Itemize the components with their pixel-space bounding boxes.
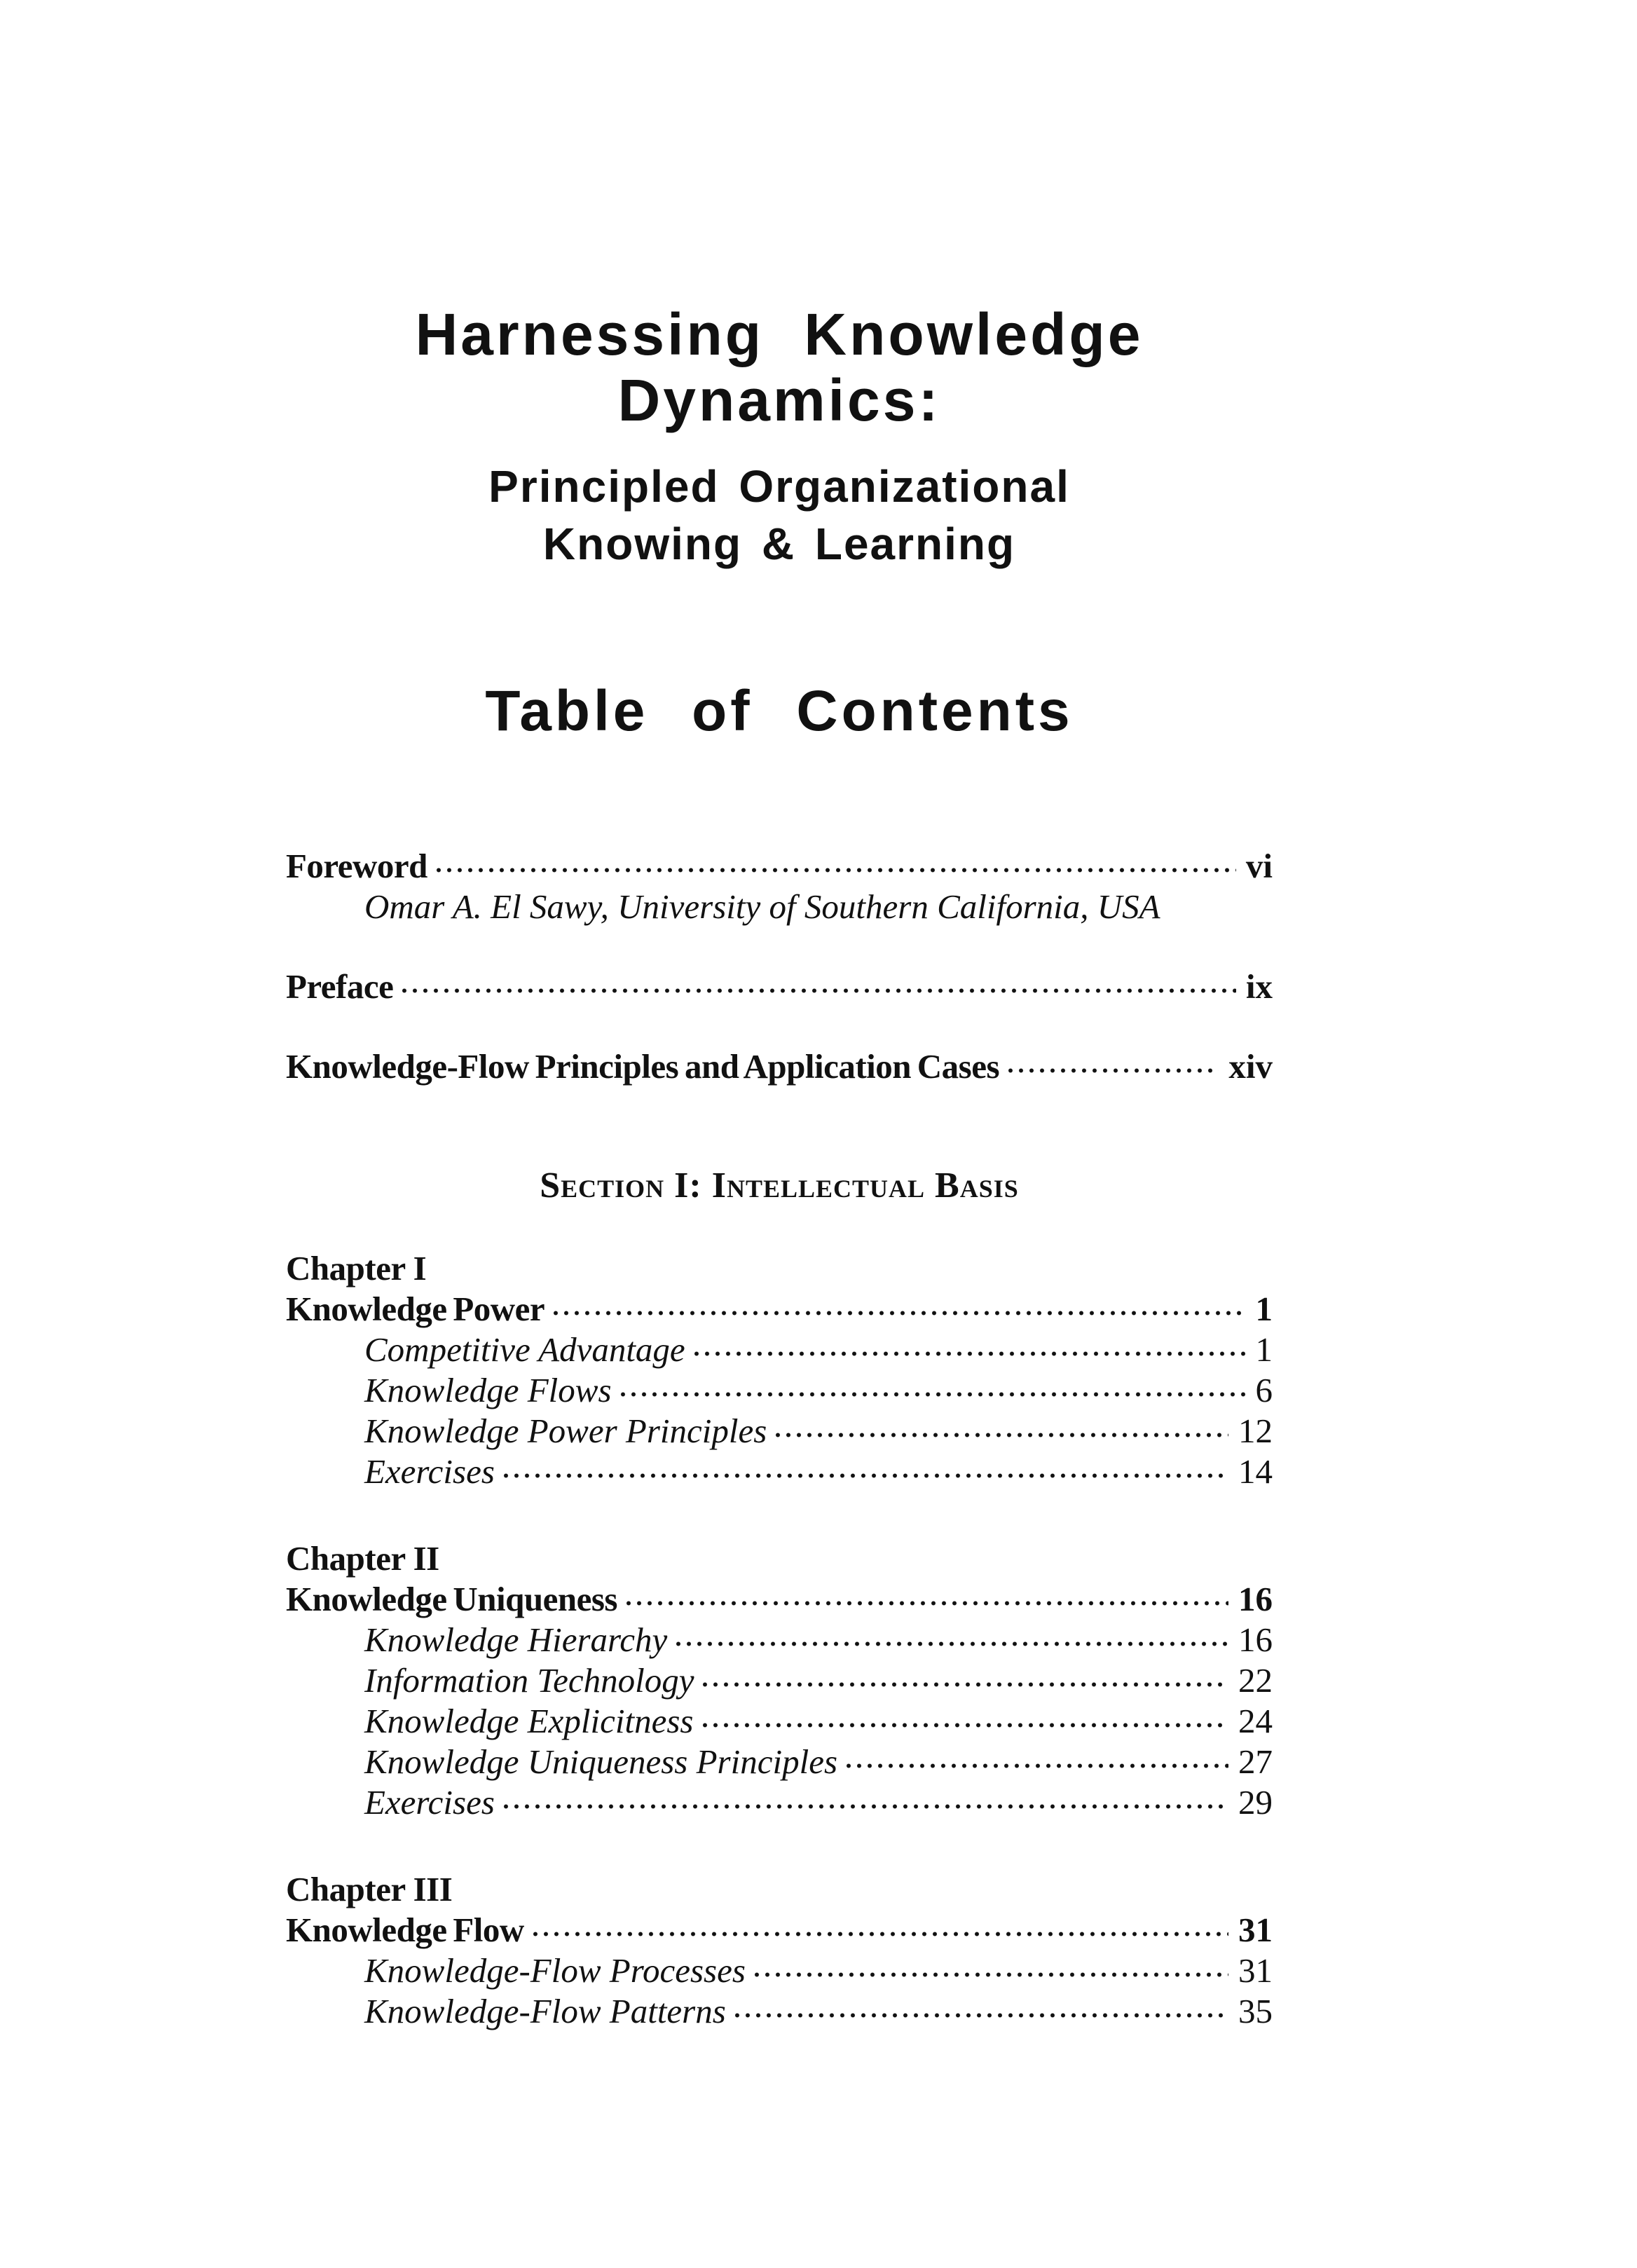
chapter-title-row-3 — [286, 1910, 1273, 1951]
chapter-2-subentry-1-page-number: 22 — [1238, 1660, 1273, 1700]
chapter-list — [286, 1248, 1273, 2032]
toc-heading: Table of Contents — [485, 678, 1074, 743]
chapter-block-3 — [286, 1869, 1273, 2032]
chapter-2-subentry-1-label: Information Technology — [364, 1660, 694, 1700]
chapter-2-subentry-2 — [286, 1701, 1273, 1742]
dot-leader — [436, 867, 1236, 873]
toc-body — [286, 846, 1273, 2032]
chapter-2-subentry-0 — [286, 1620, 1273, 1660]
front-matter-row-1-page-number: ix — [1245, 966, 1273, 1006]
front-matter-row-1-label: Preface — [286, 966, 394, 1006]
chapter-3-subentry-0-page-number: 31 — [1238, 1951, 1273, 1990]
chapter-2-subentry-4 — [286, 1782, 1273, 1823]
chapter-3-subentry-0-label: Knowledge-Flow Processes — [364, 1951, 746, 1990]
chapter-1-subentry-0-label: Competitive Advantage — [364, 1330, 685, 1369]
dot-leader — [694, 1351, 1246, 1357]
dot-leader — [626, 1600, 1228, 1606]
chapter-1-subentry-1-label: Knowledge Flows — [364, 1370, 612, 1409]
chapter-1-subentry-3-page-number: 14 — [1238, 1451, 1273, 1491]
chapter-1-subentry-2-label: Knowledge Power Principles — [364, 1411, 767, 1450]
book-title — [286, 301, 1273, 433]
chapter-2-subentry-3 — [286, 1742, 1273, 1782]
front-matter-row-0-label: Foreword — [286, 846, 427, 885]
front-matter-note: Omar A. El Sawy, University of Southern California, USA — [364, 887, 1160, 926]
chapter-title-row-2-page-number: 16 — [1238, 1579, 1273, 1618]
chapter-2-subentry-3-label: Knowledge Uniqueness Principles — [364, 1742, 838, 1781]
chapter-2-subentry-2-label: Knowledge Explicitness — [364, 1701, 694, 1740]
chapter-2-subentry-4-page-number: 29 — [1238, 1782, 1273, 1822]
front-matter-row-1 — [286, 966, 1273, 1007]
front-matter-row-0 — [286, 846, 1273, 887]
chapter-3-subentry-0 — [286, 1951, 1273, 1991]
book-subtitle-line2: Knowing & Learning — [542, 519, 1016, 570]
dot-leader — [676, 1641, 1228, 1647]
chapter-3-subentry-1-page-number: 35 — [1238, 1991, 1273, 2030]
chapter-2-subentry-4-label: Exercises — [364, 1782, 495, 1822]
book-title-block — [286, 301, 1273, 573]
front-matter-row-2 — [286, 1046, 1273, 1087]
book-title-line2: Dynamics: — [617, 367, 941, 434]
dot-leader — [754, 1972, 1228, 1978]
front-matter-entry — [286, 846, 1273, 927]
chapter-1-subentry-2-page-number: 12 — [1238, 1411, 1273, 1450]
dot-leader — [1008, 1067, 1219, 1074]
dot-leader — [846, 1763, 1228, 1769]
book-subtitle-line1: Principled Organizational — [488, 461, 1070, 512]
dot-leader — [775, 1432, 1228, 1438]
front-matter-list — [286, 846, 1273, 1087]
book-subtitle — [286, 458, 1273, 573]
front-matter-entry — [286, 966, 1273, 1007]
chapter-title-row-1 — [286, 1289, 1273, 1330]
chapter-title-row-3-label: Knowledge Flow — [286, 1910, 524, 1949]
dot-leader — [503, 1473, 1228, 1479]
chapter-2-subentry-1 — [286, 1660, 1273, 1701]
chapter-2-subentry-0-label: Knowledge Hierarchy — [364, 1620, 668, 1659]
section-heading: Section I: Intellectual Basis — [540, 1165, 1019, 1205]
dot-leader — [702, 1722, 1229, 1728]
front-matter-row-2-label: Knowledge-Flow Principles and Application Cases — [286, 1046, 1000, 1086]
chapter-title-row-1-page-number: 1 — [1255, 1289, 1273, 1328]
dot-leader — [402, 988, 1236, 994]
chapter-heading: Chapter III — [286, 1869, 453, 1908]
chapter-1-subentry-3 — [286, 1451, 1273, 1492]
chapter-1-subentry-0-page-number: 1 — [1255, 1330, 1273, 1369]
chapter-3-subentry-1 — [286, 1991, 1273, 2032]
dot-leader — [503, 1803, 1228, 1810]
dot-leader — [620, 1391, 1246, 1398]
chapter-heading: Chapter I — [286, 1248, 427, 1287]
dot-leader — [553, 1310, 1245, 1316]
chapter-1-subentry-2 — [286, 1411, 1273, 1451]
chapter-block-2 — [286, 1538, 1273, 1823]
chapter-2-subentry-0-page-number: 16 — [1238, 1620, 1273, 1659]
chapter-1-subentry-0 — [286, 1330, 1273, 1370]
chapter-title-row-2-label: Knowledge Uniqueness — [286, 1579, 618, 1618]
chapter-title-row-3-page-number: 31 — [1238, 1910, 1273, 1949]
chapter-3-subentry-1-label: Knowledge-Flow Patterns — [364, 1991, 726, 2030]
front-matter-entry — [286, 1046, 1273, 1087]
chapter-1-subentry-3-label: Exercises — [364, 1451, 495, 1491]
dot-leader — [734, 2012, 1228, 2018]
chapter-title-row-1-label: Knowledge Power — [286, 1289, 545, 1328]
chapter-block-1 — [286, 1248, 1273, 1492]
dot-leader — [702, 1681, 1228, 1688]
chapter-1-subentry-1 — [286, 1370, 1273, 1411]
chapter-title-row-2 — [286, 1579, 1273, 1620]
chapter-2-subentry-2-page-number: 24 — [1238, 1701, 1273, 1740]
front-matter-row-0-page-number: vi — [1245, 846, 1273, 885]
dot-leader — [533, 1931, 1228, 1937]
chapter-2-subentry-3-page-number: 27 — [1238, 1742, 1273, 1781]
front-matter-row-2-page-number: xiv — [1228, 1046, 1273, 1086]
chapter-heading: Chapter II — [286, 1538, 439, 1578]
book-title-line1: Harnessing Knowledge — [415, 301, 1144, 367]
chapter-1-subentry-1-page-number: 6 — [1255, 1370, 1273, 1409]
